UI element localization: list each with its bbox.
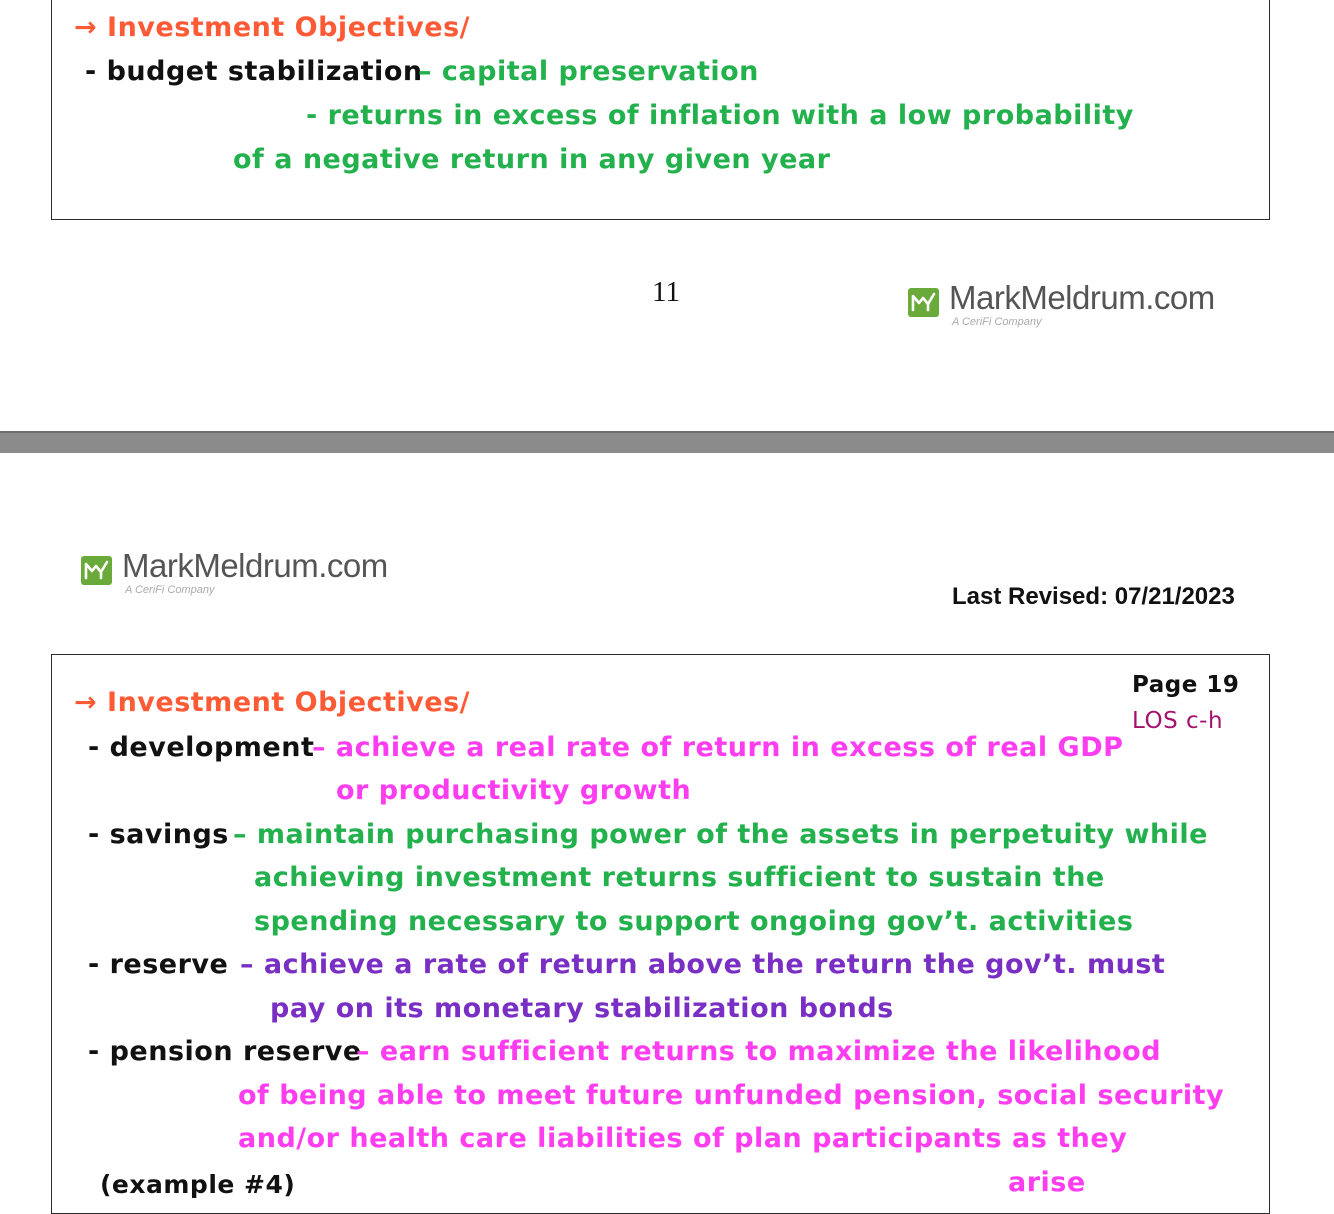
top-item-line-3: of a negative return in any given year [233,144,831,175]
item-reserve-line-1: – achieve a rate of return above the return the gov’t. must [240,949,1166,980]
bottom-heading: → Investment Objectives/ [74,687,471,718]
top-item-line-2: - returns in excess of inflation with a low probability [306,100,1134,131]
page-reference: Page 19 [1132,672,1240,698]
item-pension-reserve-line-2: of being able to meet future unfunded pension, social security [238,1080,1225,1111]
item-development-line-2: or productivity growth [336,775,692,806]
item-development-line-1: – achieve a real rate of return in excess of real GDP [312,732,1124,763]
page-divider [0,431,1334,453]
brand-logo-top [908,279,1238,333]
page-number: 11 [652,276,680,308]
example-note: (example #4) [100,1170,296,1199]
logo-wordmark: MarkMeldrum.com [122,547,388,584]
item-reserve-line-2: pay on its monetary stabilization bonds [270,993,894,1024]
m-check-logo-icon [81,556,112,585]
logo-tagline: A CeriFi Company [125,584,215,596]
item-pension-reserve-line-4: arise [1008,1167,1086,1198]
item-pension-reserve-line-1: – earn sufficient returns to maximize the likelihood [356,1036,1162,1067]
item-label-pension-reserve: - pension reserve [88,1036,362,1067]
item-label-savings: - savings [88,819,229,850]
brand-logo-bottom [81,547,411,601]
item-label-reserve: - reserve [88,949,229,980]
top-item-line-1: – capital preservation [418,56,759,87]
top-heading: → Investment Objectives/ [74,12,471,43]
item-label-development: - development [88,732,315,763]
item-savings-line-1: – maintain purchasing power of the assets in perpetuity while [233,819,1208,850]
logo-wordmark: MarkMeldrum.com [949,279,1215,316]
item-savings-line-3: spending necessary to support ongoing gov’t. activities [254,906,1134,937]
top-item-label: - budget stabilization [85,56,423,87]
m-check-logo-icon [908,288,939,317]
item-savings-line-2: achieving investment returns sufficient to sustain the [254,862,1105,893]
last-revised-date: Last Revised: 07/21/2023 [952,583,1235,610]
item-pension-reserve-line-3: and/or health care liabilities of plan participants as they [238,1123,1128,1154]
logo-tagline: A CeriFi Company [952,316,1042,328]
los-reference: LOS c-h [1132,708,1224,734]
